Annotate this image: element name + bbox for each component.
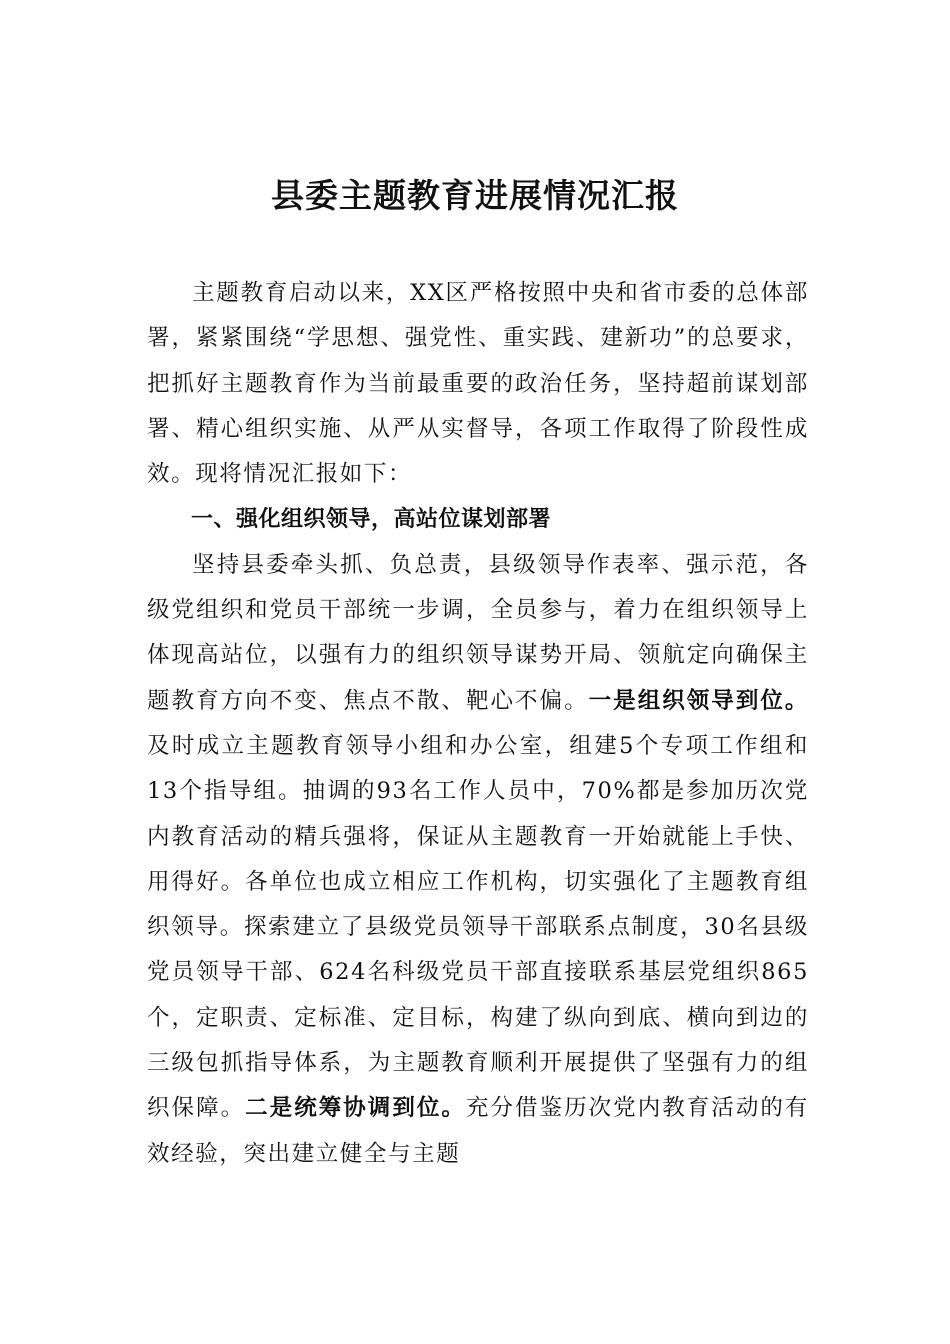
point-one-text: 及时成立主题教育领导小组和办公室，组建5个专项工作组和13个指导组。抽调的93名工作人员中，70%都是参加历次党内教育活动的精兵强将，保证从主题教育一开始就能上手快、用得好。各单位也成立相应工作机构，切实强化了主题教育组织领导。探索建立了县级党员领导干部联系点制度，30名县级党员领导干部、624名科级党员干部直接联系基层党组织865个，定职责、定标准、定目标，构建了纵向到底、横向到边的三级包抓指导体系，为主题教育顺利开展提供了坚强有力的组织保障。: [147, 732, 809, 1122]
section-heading-1: 一、强化组织领导，高站位谋划部署: [191, 507, 552, 533]
point-two-text: 充分借鉴历次党内教育活动的有效经验，突出建立健全与主题: [147, 1095, 809, 1167]
intro-paragraph: 主题教育启动以来，XX区严格按照中央和省市委的总体部署，紧紧围绕“学思想、强党性、重实践、建新功”的总要求，把抓好主题教育作为当前最重要的政治任务，坚持超前谋划部署、精心组织实施、从严从实督导，各项工作取得了阶段性成效。现将情况汇报如下：: [147, 280, 809, 488]
paragraph-text-lead: 坚持县委牵头抓、负总责，县级领导作表率、强示范，各级党组织和党员干部统一步调，全员参与，着力在组织领导上体现高站位，以强有力的组织领导谋势开局、领航定向确保主题教育方向不变、焦点不散、靶心不偏。: [147, 551, 809, 714]
point-two-heading: 二是统筹协调到位。: [245, 1095, 466, 1122]
document-body: [147, 271, 809, 1177]
section-1-paragraph: [147, 543, 809, 1177]
point-one-heading: 一是组织领导到位。: [588, 687, 809, 714]
document-title: 县委主题教育进展情况汇报: [271, 176, 679, 215]
